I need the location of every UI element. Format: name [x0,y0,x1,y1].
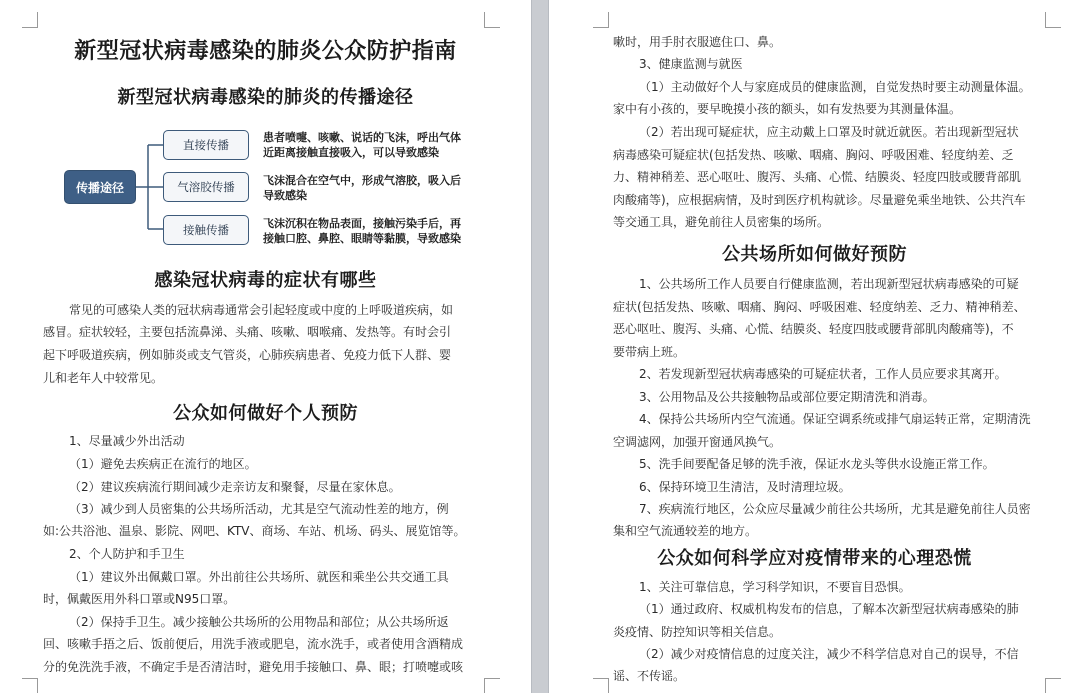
crop-mark [484,678,500,693]
diagram-desc-line: 导致感染 [263,189,307,202]
diagram-desc-line: 飞沫混合在空气中，形成气溶胶，吸入后 [263,174,461,187]
diagram-node-aerosol: 气溶胶传播 [163,172,249,202]
diagram-desc-direct [263,130,461,160]
list-item: （3）减少到人员密集的公共场所活动，尤其是空气流动性差的地方，例 [69,502,449,516]
crop-mark [484,12,500,28]
list-item: 1、公共场所工作人员要自行健康监测，若出现新型冠状病毒感染的可疑 [639,277,1019,291]
paragraph-line: 力、精神稍差、恶心呕吐、腹泻、头痛、心慌、结膜炎、轻度四肢或腰背部肌 [613,170,1022,184]
paragraph-line: 嗽时，用手肘衣服遮住口、鼻。 [613,35,782,49]
crop-mark [22,678,38,693]
section-title-symptoms: 感染冠状病毒的症状有哪些 [154,270,377,291]
list-item: 7、疾病流行地区，公众应尽量减少前往公共场所，尤其是避免前往人员密 [639,502,1031,516]
list-item: 2、个人防护和手卫生 [69,547,185,561]
diagram-desc-line: 患者喷嚏、咳嗽、说话的飞沫，呼出气体 [263,131,461,144]
diagram-root-node: 传播途径 [64,170,136,204]
section-title-personal-prevention: 公众如何做好个人预防 [173,403,358,424]
list-item: 5、洗手间要配备足够的洗手液，保证水龙头等供水设施正常工作。 [639,457,995,471]
list-item: 要带病上班。 [613,345,686,359]
paragraph-line: 病毒感染可疑症状(包括发热、咳嗽、咽痛、胸闷、呼吸困难、轻度纳差、乏 [613,148,1014,162]
document-page-right [549,0,1080,693]
diagram-desc-aerosol [263,173,461,203]
list-item: 谣、不传谣。 [613,669,686,683]
list-item: （2）建议疾病流行期间减少走亲访友和聚餐，尽量在家休息。 [69,480,401,494]
list-item: （1）建议外出佩戴口罩。外出前往公共场所、就医和乘坐公共交通工具 [69,570,449,584]
list-item: 炎疫情、防控知识等相关信息。 [613,625,782,639]
section-title-transmission: 新型冠状病毒感染的肺炎的传播途径 [117,87,414,108]
section-title-public-places: 公共场所如何做好预防 [722,244,907,265]
paragraph-line: 常见的可感染人类的冠状病毒通常会引起轻度或中度的上呼吸道疾病，如 [69,303,454,317]
list-item: 如:公共浴池、温泉、影院、网吧、KTV、商场、车站、机场、码头、展览馆等。 [43,524,466,538]
list-item: 4、保持公共场所内空气流通。保证空调系统或排气扇运转正常，定期清洗 [639,412,1031,426]
section-title-psychological: 公众如何科学应对疫情带来的心理恐慌 [657,548,972,569]
page-gutter [531,0,549,693]
list-item: （2）减少对疫情信息的过度关注，减少不科学信息对自己的误导，不信 [639,647,1019,661]
crop-mark [1045,678,1061,693]
list-item: 6、保持环境卫生清洁，及时清理垃圾。 [639,480,851,494]
diagram-desc-line: 近距离接触直接吸入，可以导致感染 [263,146,439,159]
diagram-node-direct: 直接传播 [163,130,249,160]
list-item: （1）通过政府、权威机构发布的信息，了解本次新型冠状病毒感染的肺 [639,602,1019,616]
paragraph-line: 起下呼吸道疾病，例如肺炎或支气管炎，心肺疾病患者、免疫力低下人群、婴 [43,348,452,362]
crop-mark [593,678,609,693]
list-item: 时，佩戴医用外科口罩或N95口罩。 [43,592,236,606]
list-item: 恶心呕吐、腹泻、头痛、心慌、结膜炎、轻度四肢或腰背部肌肉酸痛等)，不 [613,322,1014,336]
list-item: 分的免洗洗手液，不确定手是否清洁时，避免用手接触口、鼻、眼；打喷嚏或咳 [43,660,464,674]
document-title: 新型冠状病毒感染的肺炎公众防护指南 [74,39,457,64]
list-item: 回、咳嗽手捂之后、饭前便后，用洗手液或肥皂，流水洗手，或者使用含酒精成 [43,637,464,651]
list-item: 症状(包括发热、咳嗽、咽痛、胸闷、呼吸困难、轻度纳差、乏力、精神稍差、 [613,300,1026,314]
crop-mark [593,12,609,28]
diagram-desc-contact [263,216,461,246]
list-item: 集和空气流通较差的地方。 [613,524,758,538]
paragraph-line: 肉酸痛等)，应根据病情，及时到医疗机构就诊。尽量避免乘坐地铁、公共汽车 [613,193,1026,207]
list-item: 1、关注可靠信息，学习科学知识，不要盲目恐惧。 [639,580,911,594]
diagram-desc-line: 飞沫沉积在物品表面，接触污染手后，再 [263,217,461,230]
paragraph-line: 儿和老年人中较常见。 [43,371,164,385]
list-item: （1）避免去疾病正在流行的地区。 [69,457,257,471]
list-item: 2、若发现新型冠状病毒感染的可疑症状者，工作人员应要求其离开。 [639,367,1007,381]
list-item: （2）保持手卫生。减少接触公共场所的公用物品和部位；从公共场所返 [69,615,449,629]
paragraph-line: （2）若出现可疑症状，应主动戴上口罩及时就近就医。若出现新型冠状 [639,125,1019,139]
list-item: 空调滤网，加强开窗通风换气。 [613,435,782,449]
crop-mark [22,12,38,28]
paragraph-line: （1）主动做好个人与家庭成员的健康监测，自觉发热时要主动测量体温。 [639,80,1031,94]
paragraph-line: 家中有小孩的，要早晚摸小孩的额头，如有发热要为其测量体温。 [613,102,962,116]
crop-mark [1045,12,1061,28]
paragraph-line: 感冒。症状较轻，主要包括流鼻涕、头痛、咳嗽、咽喉痛、发热等。有时会引 [43,325,452,339]
paragraph-line: 3、健康监测与就医 [639,57,743,71]
list-item: 1、尽量减少外出活动 [69,434,185,448]
document-page-left [0,0,531,693]
paragraph-line: 等交通工具，避免前往人员密集的场所。 [613,215,830,229]
diagram-node-contact: 接触传播 [163,215,249,245]
list-item: 3、公用物品及公共接触物品或部位要定期清洗和消毒。 [639,390,935,404]
transmission-diagram [60,125,490,250]
diagram-desc-line: 接触口腔、鼻腔、眼睛等黏膜，导致感染 [263,232,461,245]
